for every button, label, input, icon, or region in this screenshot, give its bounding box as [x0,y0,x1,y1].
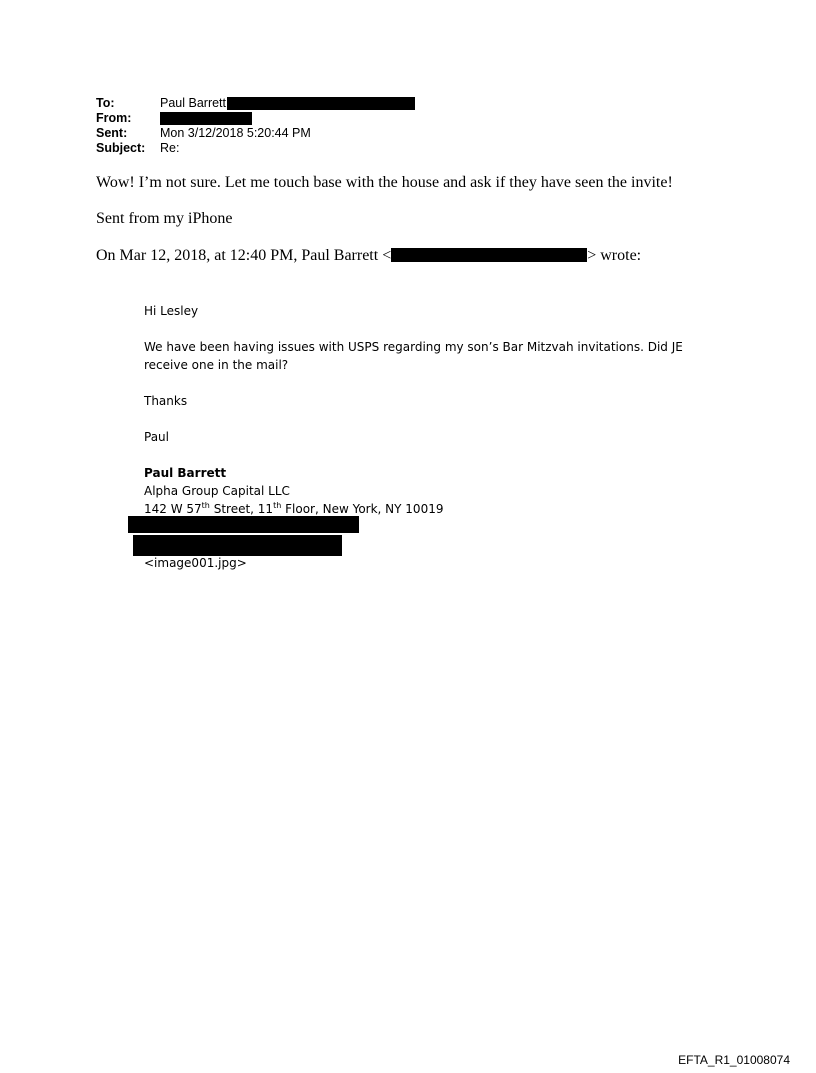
document-id: EFTA_R1_01008074 [678,1053,790,1067]
quoted-paragraph: We have been having issues with USPS regarding my son’s Bar Mitzvah invitations. Did JE receive one in the mail? [144,340,683,372]
address-part: 142 W 57 [144,502,202,516]
sent-label: Sent: [96,126,128,140]
quote-intro-wrote: > wrote: [587,247,642,264]
redaction-bar [391,248,587,262]
to-row [96,96,415,111]
address-part: Floor, New York, NY 10019 [281,502,444,516]
sent-value: Mon 3/12/2018 5:20:44 PM [160,126,311,140]
redaction-bar [133,535,342,556]
subject-row [96,141,415,156]
redaction-bar [160,112,252,125]
email-header [96,96,415,156]
address-sup: th [201,501,210,510]
to-label: To: [96,96,115,110]
subject-value: Re: [160,141,180,155]
from-row [96,111,415,126]
to-value: Paul Barrett [160,96,227,110]
address-sup: th [273,501,282,510]
signature-sent-from: Sent from my iPhone [96,210,233,227]
attachment-placeholder: <image001.jpg> [144,556,247,570]
signature-name: Paul Barrett [144,466,227,480]
reply-text: Wow! I’m not sure. Let me touch base with the house and ask if they have seen the invite! [96,174,673,191]
from-label: From: [96,111,132,125]
signature-company: Alpha Group Capital LLC [144,484,290,498]
sent-row [96,126,415,141]
redaction-bar [128,516,359,533]
address-part: Street, 11 [209,502,274,516]
quoted-thanks: Thanks [144,394,188,408]
quote-intro [96,247,641,265]
redaction-bar [227,97,415,110]
quote-intro-text: On Mar 12, 2018, at 12:40 PM, Paul Barrett < [96,247,392,264]
quoted-greeting: Hi Lesley [144,304,199,318]
quoted-name: Paul [144,430,169,444]
subject-label: Subject: [96,141,146,155]
